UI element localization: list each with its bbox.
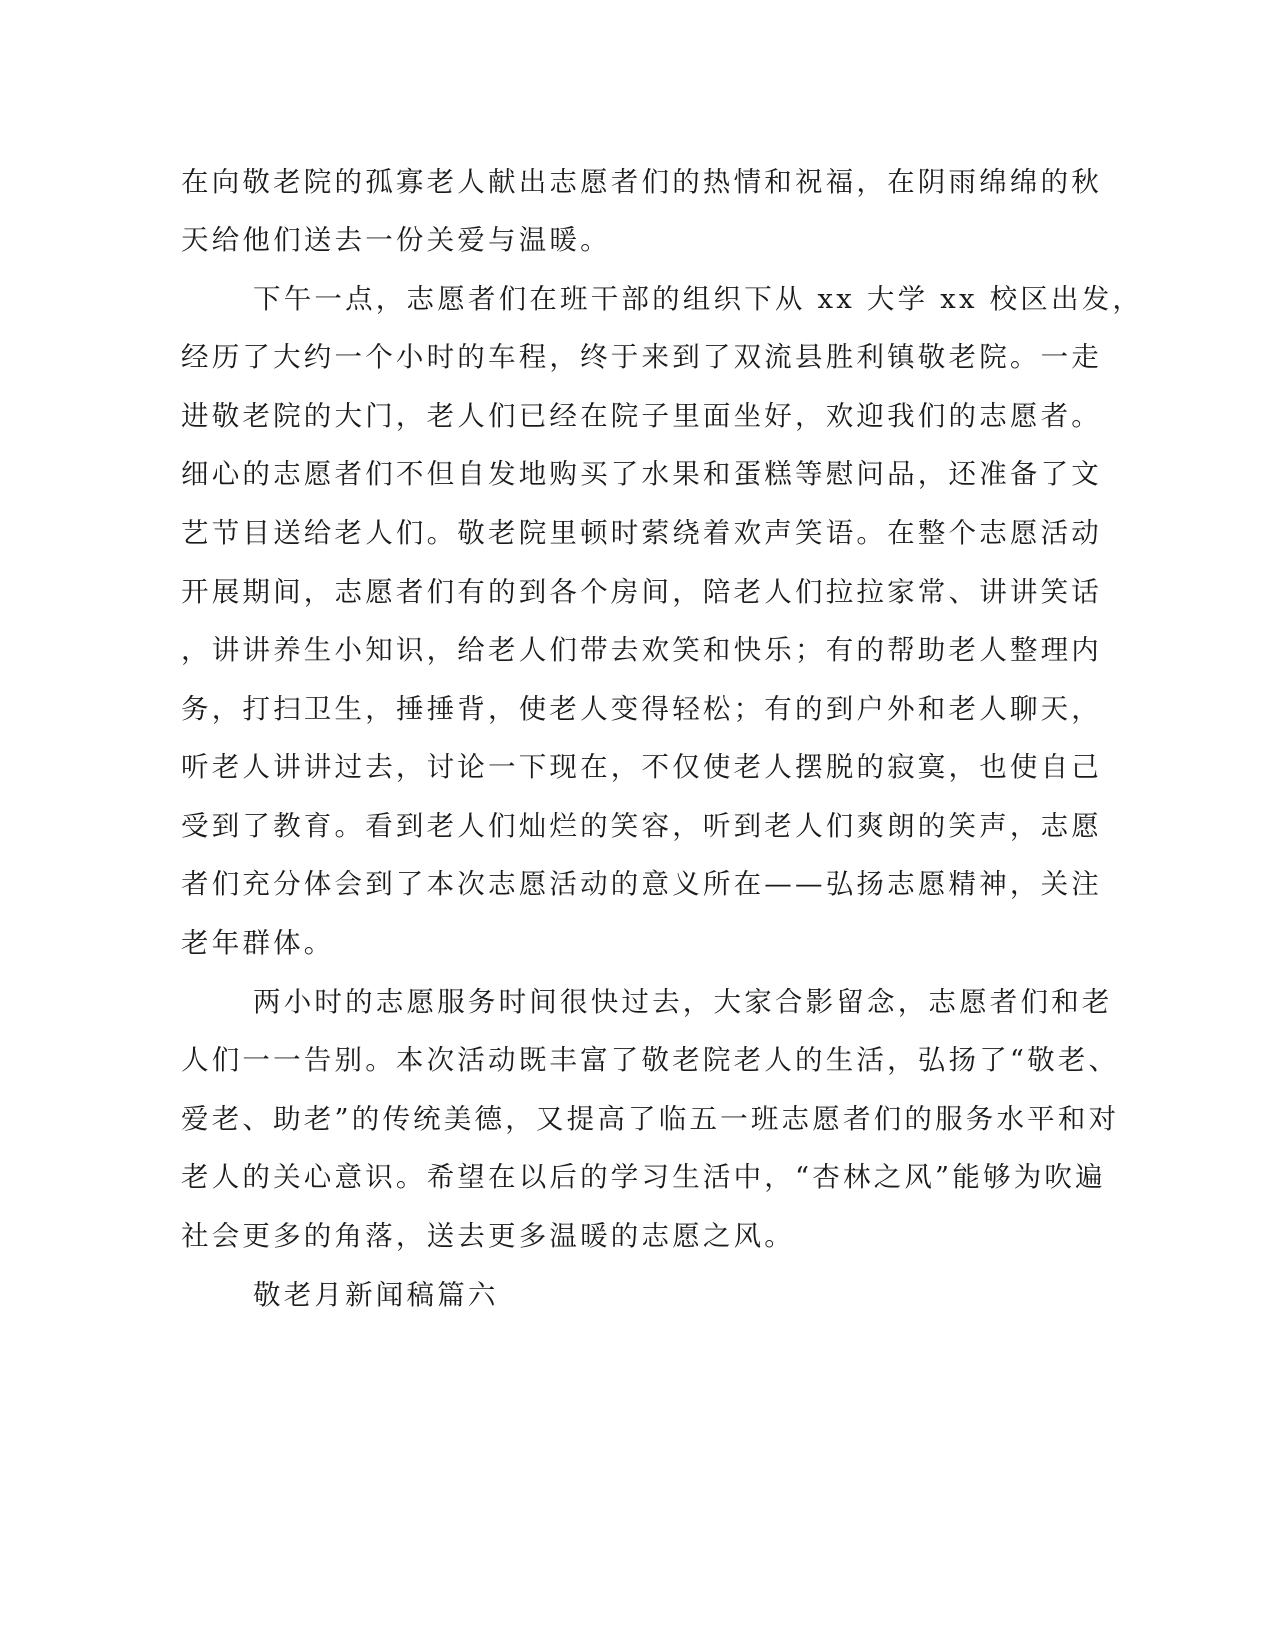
text-line: 天给他们送去一份关爱与温暖。 xyxy=(181,224,611,256)
text-line: 爱老、助老”的传统美德，又提高了临五一班志愿者们的服务水平和对 xyxy=(181,1103,1120,1135)
text-line: 受到了教育。看到老人们灿烂的笑容，听到老人们爽朗的笑声，志愿 xyxy=(181,810,1102,842)
text-line: 老人的关心意识。希望在以后的学习生活中，“杏林之风”能够为吹遍 xyxy=(181,1161,1106,1193)
paragraph-start-line: 下午一点，志愿者们在班干部的组织下从 xx 大学 xx 校区出发， xyxy=(253,283,1144,315)
text-line: ，讲讲养生小知识，给老人们带去欢笑和快乐；有的帮助老人整理内 xyxy=(181,634,1102,666)
text-line: 社会更多的角落，送去更多温暖的志愿之风。 xyxy=(181,1220,795,1252)
text-line: 细心的志愿者们不但自发地购买了水果和蛋糕等慰问品，还准备了文 xyxy=(181,458,1102,490)
text-line: 进敬老院的大门，老人们已经在院子里面坐好，欢迎我们的志愿者。 xyxy=(181,400,1102,432)
text-line: 在向敬老院的孤寡老人献出志愿者们的热情和祝福，在阴雨绵绵的秋 xyxy=(181,166,1102,198)
text-line: 经历了大约一个小时的车程，终于来到了双流县胜利镇敬老院。一走 xyxy=(181,341,1102,373)
section-heading: 敬老月新闻稿篇六 xyxy=(253,1279,499,1311)
text-line: 老年群体。 xyxy=(181,927,335,959)
text-line: 听老人讲讲过去，讨论一下现在，不仅使老人摆脱的寂寞，也使自己 xyxy=(181,751,1102,783)
text-line: 务，打扫卫生，捶捶背，使老人变得轻松；有的到户外和老人聊天， xyxy=(181,693,1102,725)
text-line: 艺节目送给老人们。敬老院里顿时萦绕着欢声笑语。在整个志愿活动 xyxy=(181,517,1102,549)
text-line: 人们一一告别。本次活动既丰富了敬老院老人的生活，弘扬了“敬老、 xyxy=(181,1044,1120,1076)
text-line: 者们充分体会到了本次志愿活动的意义所在——弘扬志愿精神，关注 xyxy=(181,868,1102,900)
paragraph-start-line: 两小时的志愿服务时间很快过去，大家合影留念，志愿者们和老 xyxy=(253,986,1113,1018)
text-line: 开展期间，志愿者们有的到各个房间，陪老人们拉拉家常、讲讲笑话 xyxy=(181,576,1102,608)
